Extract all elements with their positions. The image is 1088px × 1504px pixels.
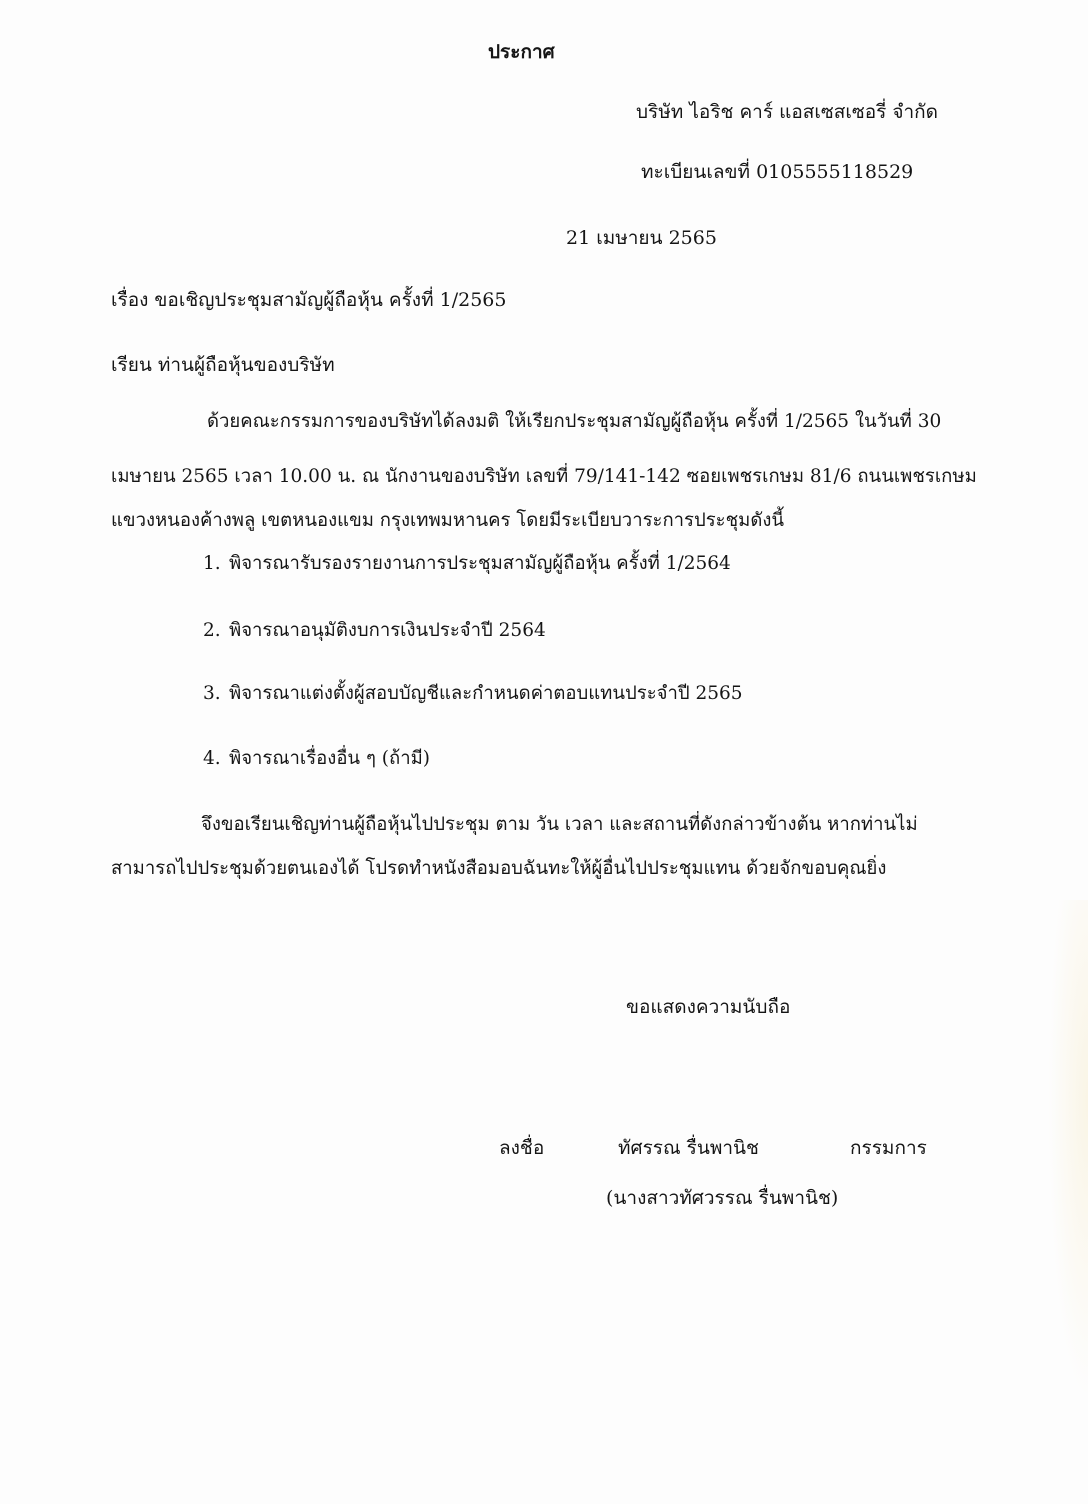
signature-role: กรรมการ [850,1137,927,1159]
body-line-3: แขวงหนองค้างพลู เขตหนองแขม กรุงเทพมหานคร โดยมีระเบียบวาระการประชุมดังนี้ [111,510,785,531]
signatory-full-name: (นางสาวทัศวรรณ รื่นพานิช) [606,1187,839,1209]
agenda-item-3 [203,682,743,706]
agenda-item-1 [203,552,731,576]
recipient-line: เรียน ท่านผู้ถือหุ้นของบริษัท [111,354,335,376]
document-date: 21 เมษายน 2565 [566,227,717,249]
agenda-text: พิจารณารับรองรายงานการประชุมสามัญผู้ถือหุ้น ครั้งที่ 1/2564 [229,553,731,574]
registration-number: ทะเบียนเลขที่ 0105555118529 [641,161,914,183]
body-line-2: เมษายน 2565 เวลา 10.00 น. ณ นักงานของบริษัท เลขที่ 79/141-142 ซอยเพชรเกษม 81/6 ถนนเพชรเกษม [111,466,977,487]
agenda-text: พิจารณาแต่งตั้งผู้สอบบัญชีและกำหนดค่าตอบแทนประจำปี 2565 [229,683,743,704]
signature-label: ลงชื่อ [499,1137,545,1159]
regards-text: ขอแสดงความนับถือ [626,996,791,1018]
agenda-number: 2. [203,620,221,641]
scan-artifact [1048,900,1088,1400]
agenda-number: 4. [203,748,221,769]
closing-line-1: จึงขอเรียนเชิญท่านผู้ถือหุ้นไปประชุม ตาม วัน เวลา และสถานที่ดังกล่าวข้างต้น หากท่านไม่ [201,814,918,835]
subject-line: เรื่อง ขอเชิญประชุมสามัญผู้ถือหุ้น ครั้งที่ 1/2565 [111,289,507,311]
agenda-number: 1. [203,553,221,574]
signature-name: ทัศรรณ รื่นพานิช [618,1137,759,1159]
agenda-item-4 [203,747,430,771]
agenda-number: 3. [203,683,221,704]
body-line-1: ด้วยคณะกรรมการของบริษัทได้ลงมติ ให้เรียกประชุมสามัญผู้ถือหุ้น ครั้งที่ 1/2565 ในวันที่ 30 [207,411,942,432]
agenda-text: พิจารณาเรื่องอื่น ๆ (ถ้ามี) [229,748,430,769]
document-title: ประกาศ [488,41,555,63]
closing-line-2: สามารถไปประชุมด้วยตนเองได้ โปรดทำหนังสือมอบฉันทะให้ผู้อื่นไปประชุมแทน ด้วยจักขอบคุณยิ่ง [111,858,887,879]
agenda-item-2 [203,619,546,643]
company-name: บริษัท ไอริช คาร์ แอสเซสเซอรี่ จำกัด [636,101,939,123]
agenda-text: พิจารณาอนุมัติงบการเงินประจำปี 2564 [229,620,546,641]
